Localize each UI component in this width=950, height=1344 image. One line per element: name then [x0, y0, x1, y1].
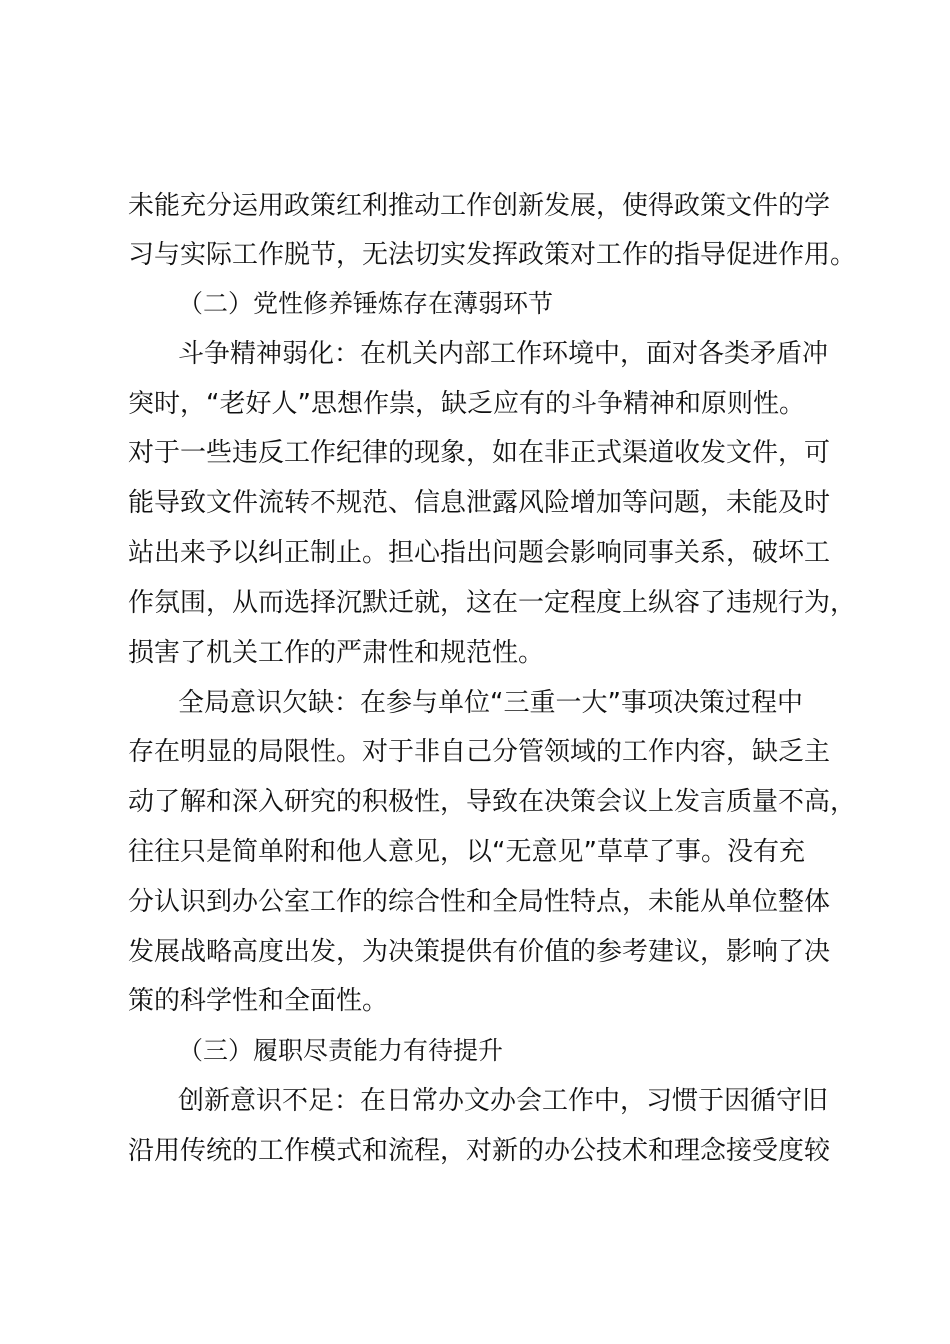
- paragraph-line: 站出来予以纠正制止。担心指出问题会影响同事关系，破坏工: [128, 538, 831, 568]
- section-heading: （三）履职尽责能力有待提升: [178, 1036, 504, 1065]
- paragraph-line: 发展战略高度出发，为决策提供有价值的参考建议，影响了决: [128, 937, 831, 967]
- paragraph-line: 策的科学性和全面性。: [128, 986, 389, 1016]
- paragraph-line: 作氛围，从而选择沉默迁就，这在一定程度上纵容了违规行为，: [128, 588, 857, 618]
- paragraph-line: 存在明显的局限性。对于非自己分管领域的工作内容，缺乏主: [128, 737, 831, 767]
- paragraph-line: 往往只是简单附和他人意见，以“无意见”草草了事。没有充: [128, 837, 805, 867]
- paragraph-line: 能导致文件流转不规范、信息泄露风险增加等问题，未能及时: [128, 488, 831, 518]
- paragraph-line: 损害了机关工作的严肃性和规范性。: [128, 638, 545, 668]
- paragraph-line: 对于一些违反工作纪律的现象，如在非正式渠道收发文件，可: [128, 438, 831, 468]
- paragraph-line: 沿用传统的工作模式和流程，对新的办公技术和理念接受度较: [128, 1136, 831, 1166]
- paragraph-line: 全局意识欠缺：在参与单位“三重一大”事项决策过程中: [178, 688, 803, 718]
- paragraph-line: 创新意识不足：在日常办文办会工作中，习惯于因循守旧: [178, 1086, 829, 1116]
- paragraph-line: 未能充分运用政策红利推动工作创新发展，使得政策文件的学: [128, 191, 831, 221]
- paragraph-line: 斗争精神弱化：在机关内部工作环境中，面对各类矛盾冲: [178, 339, 829, 369]
- paragraph-line: 习与实际工作脱节，无法切实发挥政策对工作的指导促进作用。: [128, 240, 857, 270]
- paragraph-line: 动了解和深入研究的积极性，导致在决策会议上发言质量不高，: [128, 787, 857, 817]
- paragraph-line: 分认识到办公室工作的综合性和全局性特点，未能从单位整体: [128, 887, 831, 917]
- section-heading: （二）党性修养锤炼存在薄弱环节: [178, 289, 554, 318]
- paragraph-line: 突时，“老好人”思想作祟，缺乏应有的斗争精神和原则性。: [128, 389, 805, 419]
